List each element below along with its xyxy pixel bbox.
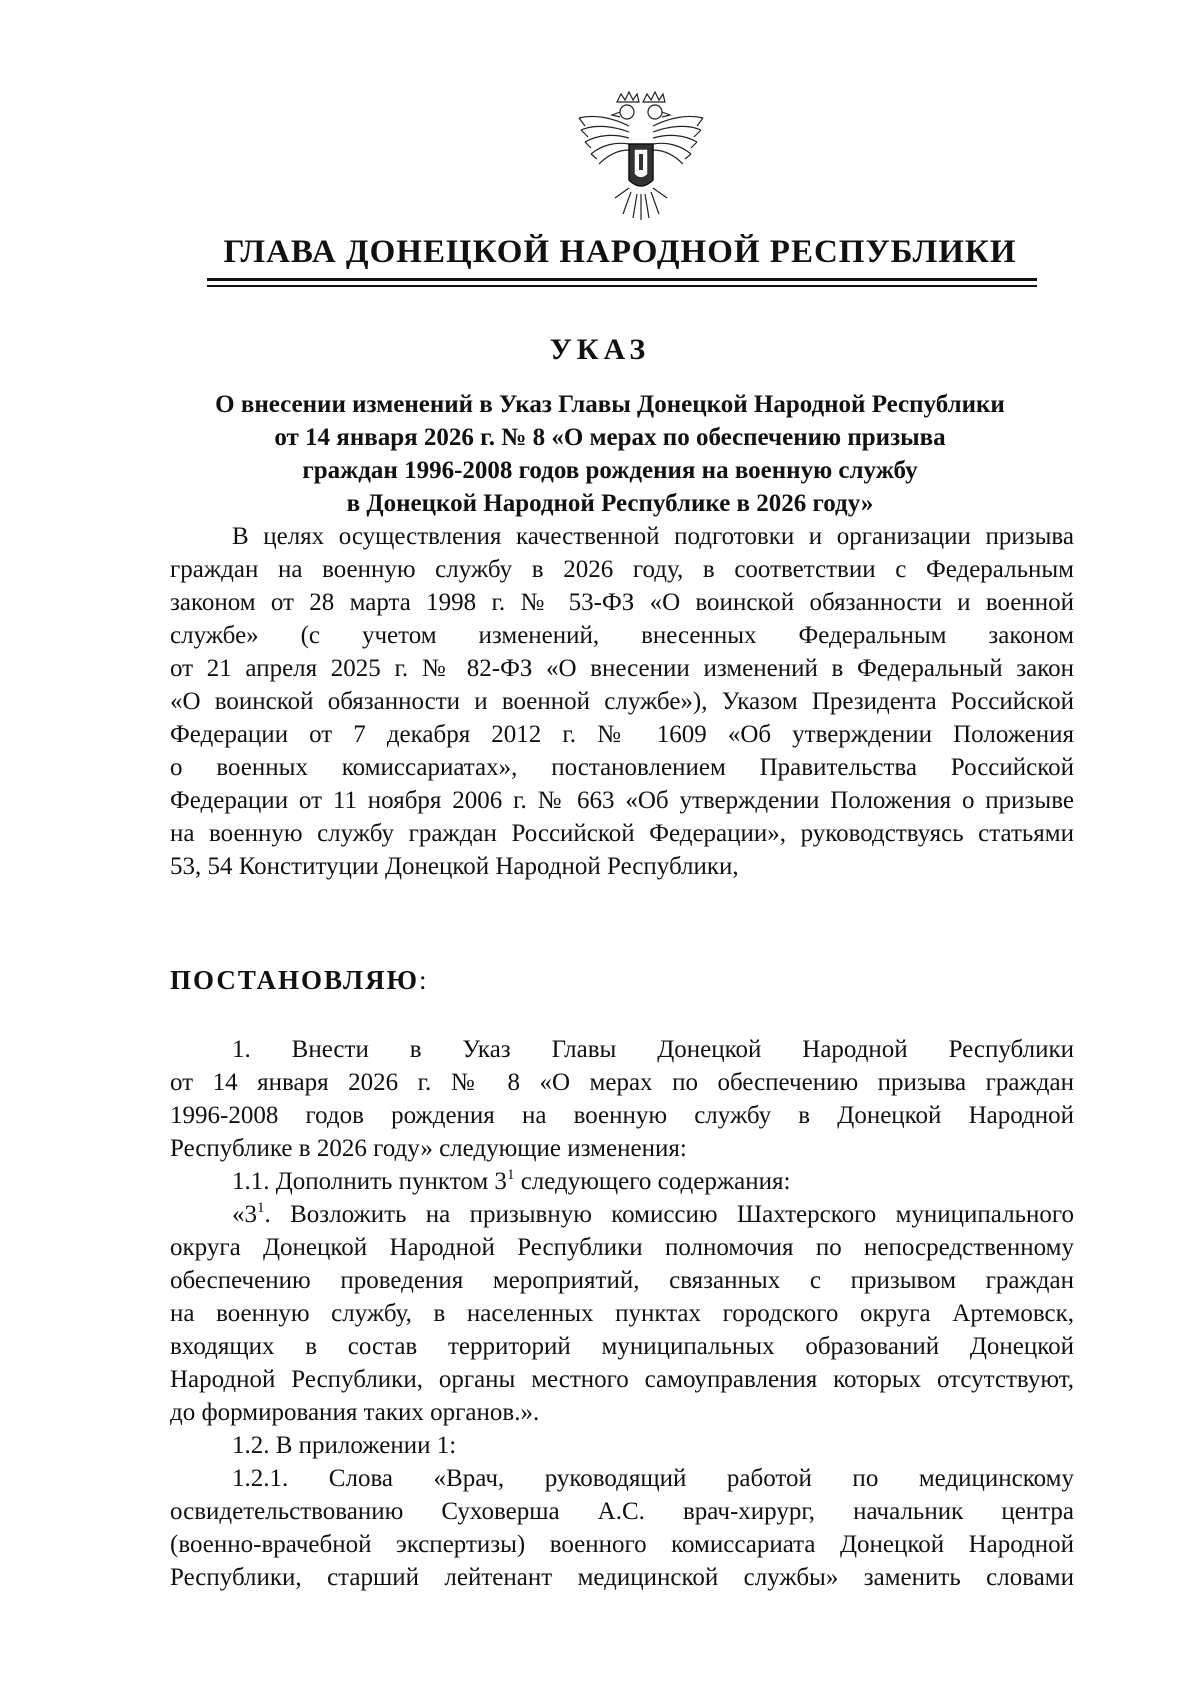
item1-line: 1. Внести в Указ Главы Донецкой Народной Республики xyxy=(232,1036,1074,1063)
decree-colon: : xyxy=(419,965,427,995)
header-rule-thick xyxy=(207,278,1037,281)
quote-sup: 1 xyxy=(257,1200,265,1216)
item121-line: Республики, старший лейтенант медицинской службы» заменить словами xyxy=(170,1564,1074,1591)
decree-word: ПОСТАНОВЛЯЮ xyxy=(170,965,419,995)
preamble-line: «О воинской обязанности и военной службе»), Указом Президента Российской xyxy=(170,688,1074,715)
subject-line: в Донецкой Народной Республике в 2026 году» xyxy=(346,490,874,517)
item121-line: 1.2.1. Слова «Врач, руководящий работой по медицинскому xyxy=(232,1465,1074,1492)
preamble-line: В целях осуществления качественной подготовки и организации призыва xyxy=(232,523,1074,550)
quote-line: обеспечению проведения мероприятий, связанных с призывом граждан xyxy=(170,1267,1074,1294)
document-subject xyxy=(150,388,1070,520)
quote-line: Народной Республики, органы местного самоуправления которых отсутствуют, xyxy=(170,1366,1074,1393)
item1-line: от 14 января 2026 г. № 8 «О мерах по обеспечению призыва граждан xyxy=(170,1069,1074,1096)
document-type: УКАЗ xyxy=(549,333,651,366)
item121-line: освидетельствованию Суховерша А.С. врач-хирург, начальник центра xyxy=(170,1498,1074,1525)
quote-line: до формирования таких органов.». xyxy=(170,1399,540,1426)
item11-line xyxy=(170,1165,1074,1198)
quote-line: на военную службу, в населенных пунктах городского округа Артемовск, xyxy=(170,1300,1074,1327)
decree-items xyxy=(170,1033,1074,1594)
item11-text-rest: следующего содержания: xyxy=(514,1168,791,1195)
preamble-paragraph xyxy=(170,520,1074,883)
subject-line: от 14 января 2026 г. № 8 «О мерах по обеспечению призыва xyxy=(274,424,946,451)
preamble-line: службе» (с учетом изменений, внесенных Федеральным законом xyxy=(170,622,1074,649)
item11-text: 1.1. Дополнить пунктом 3 xyxy=(232,1168,507,1195)
item1-line: 1996-2008 годов рождения на военную службу в Донецкой Народной xyxy=(170,1102,1074,1129)
subject-line: граждан 1996-2008 годов рождения на военную службу xyxy=(302,457,918,484)
dpr-emblem-icon xyxy=(573,88,709,228)
item121-line: (военно-врачебной экспертизы) военного комиссариата Донецкой Народной xyxy=(170,1531,1074,1558)
preamble-line: Федерации от 11 ноября 2006 г. № 663 «Об утверждении Положения о призыве xyxy=(170,787,1074,814)
item11-sup: 1 xyxy=(506,1167,515,1183)
item12-line: 1.2. В приложении 1: xyxy=(232,1432,457,1459)
subject-line: О внесении изменений в Указ Главы Донецкой Народной Республики xyxy=(215,391,1005,418)
preamble-line: о военных комиссариатах», постановлением Правительства Российской xyxy=(170,754,1074,781)
quote-open: «3 xyxy=(232,1201,257,1228)
preamble-line: граждан на военную службу в 2026 году, в соответствии с Федеральным xyxy=(170,556,1074,583)
header-rule-thin xyxy=(207,285,1037,287)
preamble-line: 53, 54 Конституции Донецкой Народной Республики, xyxy=(170,853,739,880)
org-title: ГЛАВА ДОНЕЦКОЙ НАРОДНОЙ РЕСПУБЛИКИ xyxy=(223,234,1017,270)
preamble-line: законом от 28 марта 1998 г. № 53-ФЗ «О воинской обязанности и военной xyxy=(170,589,1074,616)
quote-line xyxy=(170,1198,1074,1231)
preamble-line: на военную службу граждан Российской Федерации», руководствуясь статьями xyxy=(170,820,1074,847)
preamble-line: от 21 апреля 2025 г. № 82-ФЗ «О внесении изменений в Федеральный закон xyxy=(170,655,1074,682)
decree-heading xyxy=(170,960,427,1000)
preamble-line: Федерации от 7 декабря 2012 г. № 1609 «Об утверждении Положения xyxy=(170,721,1074,748)
quote-first-rest: . Возложить на призывную комиссию Шахтерского муниципального xyxy=(264,1201,1074,1228)
quote-line: входящих в состав территорий муниципальных образований Донецкой xyxy=(170,1333,1074,1360)
item1-line: Республике в 2026 году» следующие изменения: xyxy=(170,1135,687,1162)
quote-line: округа Донецкой Народной Республики полномочия по непосредственному xyxy=(170,1234,1074,1261)
